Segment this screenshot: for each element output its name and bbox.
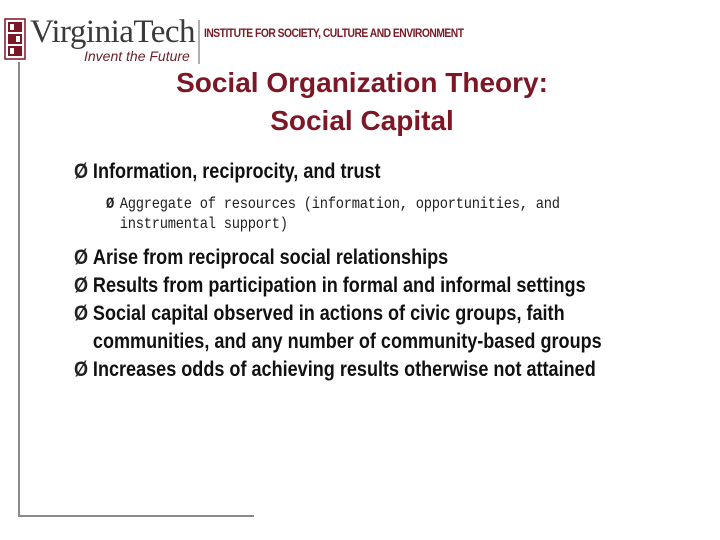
sub-bullet-item	[106, 194, 601, 234]
slide-frame-bottom	[18, 515, 254, 517]
bullet-arrow-icon: Ø	[74, 246, 89, 269]
institute-name: INSTITUTE FOR SOCIETY, CULTURE AND ENVIRONMENT	[204, 26, 464, 40]
title-line-2: Social Capital	[270, 105, 454, 136]
slide-frame-left	[18, 62, 20, 517]
bullet-list	[74, 158, 674, 384]
bullet-arrow-icon: Ø	[74, 160, 89, 183]
bullet-text: Arise from reciprocal social relationships	[92, 246, 449, 269]
university-seal-icon	[4, 18, 26, 60]
bullet-item	[74, 244, 652, 272]
bullet-arrow-icon: Ø	[106, 195, 115, 213]
bullet-text: Information, reciprocity, and trust	[92, 160, 381, 183]
virginia-tech-logo	[4, 12, 194, 64]
slide-title	[150, 64, 574, 140]
bullet-text: Increases odds of achieving results otherwise not attained	[92, 358, 596, 381]
logo-tagline: Invent the Future	[84, 48, 190, 64]
sub-bullet-text: Aggregate of resources (information, opportunities, and instrumental support)	[119, 195, 560, 233]
header-divider	[198, 20, 200, 64]
bullet-item	[74, 300, 652, 356]
bullet-arrow-icon: Ø	[74, 274, 89, 297]
logo-wordmark: VirginiaTech	[30, 14, 196, 50]
bullet-text: Social capital observed in actions of civic groups, faith communities, and any number of community-based groups	[92, 302, 602, 353]
bullet-arrow-icon: Ø	[74, 302, 89, 325]
bullet-item	[74, 272, 652, 300]
bullet-text: Results from participation in formal and informal settings	[92, 274, 586, 297]
title-line-1: Social Organization Theory:	[176, 67, 548, 98]
bullet-arrow-icon: Ø	[74, 358, 89, 381]
bullet-item	[74, 356, 652, 384]
bullet-item	[74, 158, 652, 186]
